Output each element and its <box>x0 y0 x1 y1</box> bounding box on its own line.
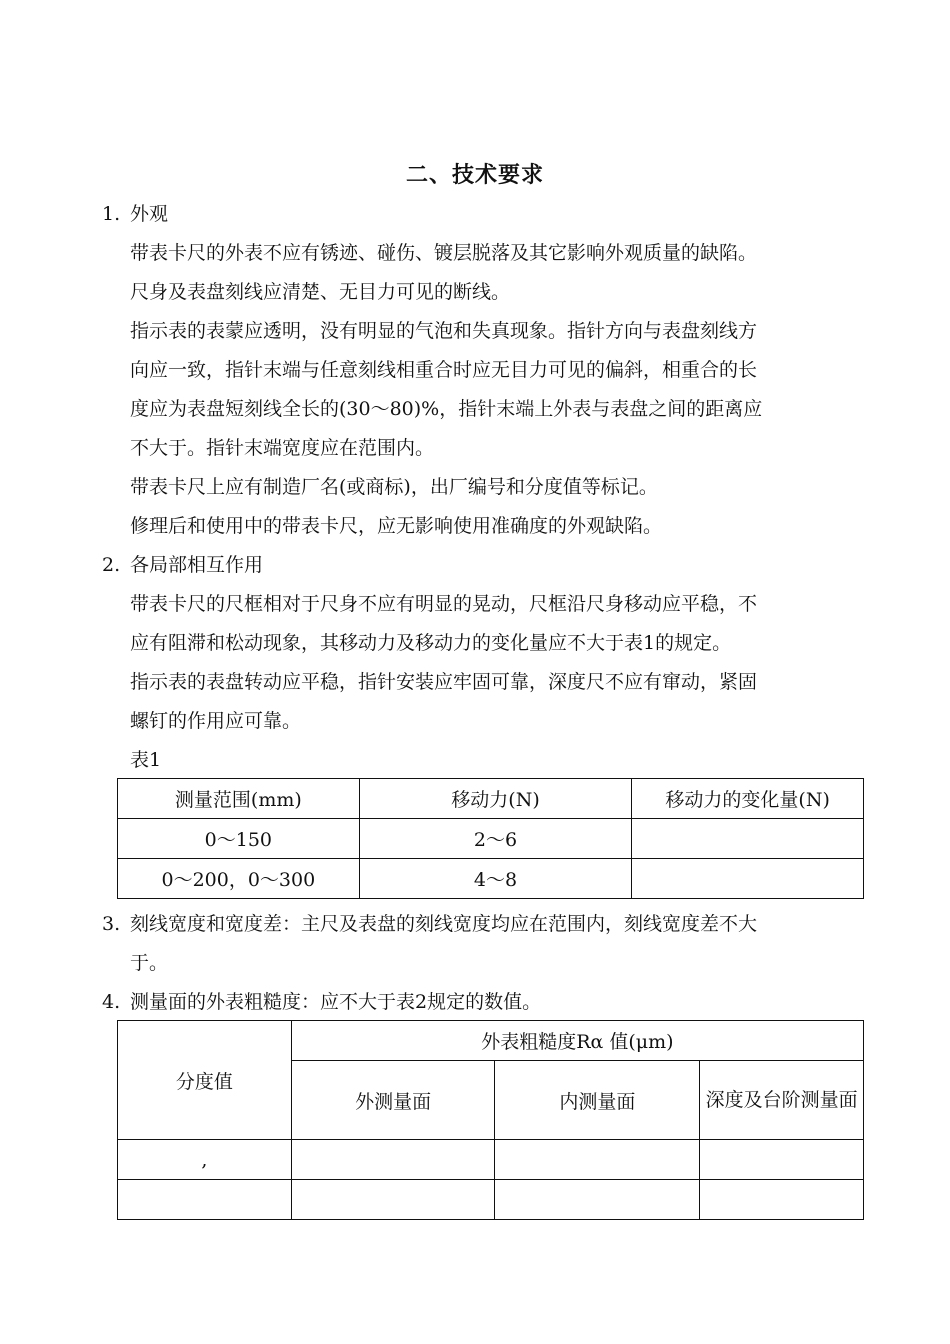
paragraph-line: 向应一致，指针末端与任意刻线相重合时应无目力可见的偏斜，相重合的长 <box>130 359 758 381</box>
table-header-cell: 深度及台阶测量面 <box>700 1061 864 1140</box>
table-row <box>118 1180 864 1220</box>
paragraph: 尺身及表盘刻线应清楚、无目力可见的断线。 <box>130 281 511 303</box>
table-row <box>118 1140 864 1180</box>
table-cell: 0～200，0～300 <box>118 859 360 899</box>
table-group-header-cell: 外表粗糙度Rα 值(μm) <box>291 1021 863 1061</box>
table-cell: 0～150 <box>118 819 360 859</box>
table-cell <box>700 1180 864 1220</box>
section-4-text: 测量面的外表粗糙度：应不大于表2规定的数值。 <box>130 991 542 1013</box>
table-cell <box>632 859 864 899</box>
paragraph-line: 于。 <box>130 952 169 974</box>
table-header-cell: 外测量面 <box>291 1061 495 1140</box>
section-2-heading <box>102 553 263 577</box>
paragraph-line: 带表卡尺的尺框相对于尺身不应有明显的晃动，尺框沿尺身移动应平稳，不 <box>130 593 758 615</box>
table-cell <box>495 1180 700 1220</box>
section-4-line <box>102 990 541 1014</box>
paragraph-line: 不大于。指针末端宽度应在范围内。 <box>130 437 435 459</box>
table-header-cell: 移动力(N) <box>359 779 632 819</box>
section-2-heading-text: 各局部相互作用 <box>130 554 264 576</box>
section-title: 二、技术要求 <box>405 163 544 188</box>
paragraph: 修理后和使用中的带表卡尺，应无影响使用准确度的外观缺陷。 <box>130 515 663 537</box>
section-1-number: 1. <box>102 203 121 225</box>
table-cell <box>118 1180 292 1220</box>
paragraph-line: 指示表的表蒙应透明，没有明显的气泡和失真现象。指针方向与表盘刻线方 <box>130 320 758 342</box>
section-1-heading <box>102 202 168 226</box>
table-cell <box>291 1180 495 1220</box>
table-header-row <box>118 779 864 819</box>
paragraph-line: 应有阻滞和松动现象，其移动力及移动力的变化量应不大于表1的规定。 <box>130 632 732 654</box>
table-cell <box>495 1140 700 1180</box>
table-cell <box>700 1140 864 1180</box>
table-cell: 2～6 <box>359 819 632 859</box>
section-2-number: 2. <box>102 554 121 576</box>
section-3-line <box>102 912 757 936</box>
paragraph: 带表卡尺的外表不应有锈迹、碰伤、镀层脱落及其它影响外观质量的缺陷。 <box>130 242 758 264</box>
table-header-cell: 移动力的变化量(N) <box>632 779 864 819</box>
paragraph-line: 指示表的表盘转动应平稳，指针安装应牢固可靠，深度尺不应有窜动，紧固 <box>130 671 758 693</box>
section-1-heading-text: 外观 <box>130 203 169 225</box>
paragraph-line: 螺钉的作用应可靠。 <box>130 710 302 732</box>
table-cell: , <box>118 1140 292 1180</box>
table-header-row <box>118 1021 864 1061</box>
paragraph: 带表卡尺上应有制造厂名(或商标)，出厂编号和分度值等标记。 <box>130 476 658 498</box>
table-1 <box>117 778 864 899</box>
table-row <box>118 859 864 899</box>
table-header-cell: 内测量面 <box>495 1061 700 1140</box>
paragraph-line: 度应为表盘短刻线全长的(30～80)%，指针末端上外表与表盘之间的距离应 <box>130 398 763 420</box>
table-cell <box>291 1140 495 1180</box>
section-3-text: 刻线宽度和宽度差：主尺及表盘的刻线宽度均应在范围内，刻线宽度差不大 <box>130 913 758 935</box>
section-4-number: 4. <box>102 991 121 1013</box>
table-header-cell: 分度值 <box>118 1021 292 1140</box>
table-2 <box>117 1020 864 1220</box>
table-header-cell: 测量范围(mm) <box>118 779 360 819</box>
section-3-number: 3. <box>102 913 121 935</box>
table-cell <box>632 819 864 859</box>
table-1-caption: 表1 <box>130 749 162 771</box>
table-cell: 4～8 <box>359 859 632 899</box>
table-row <box>118 819 864 859</box>
